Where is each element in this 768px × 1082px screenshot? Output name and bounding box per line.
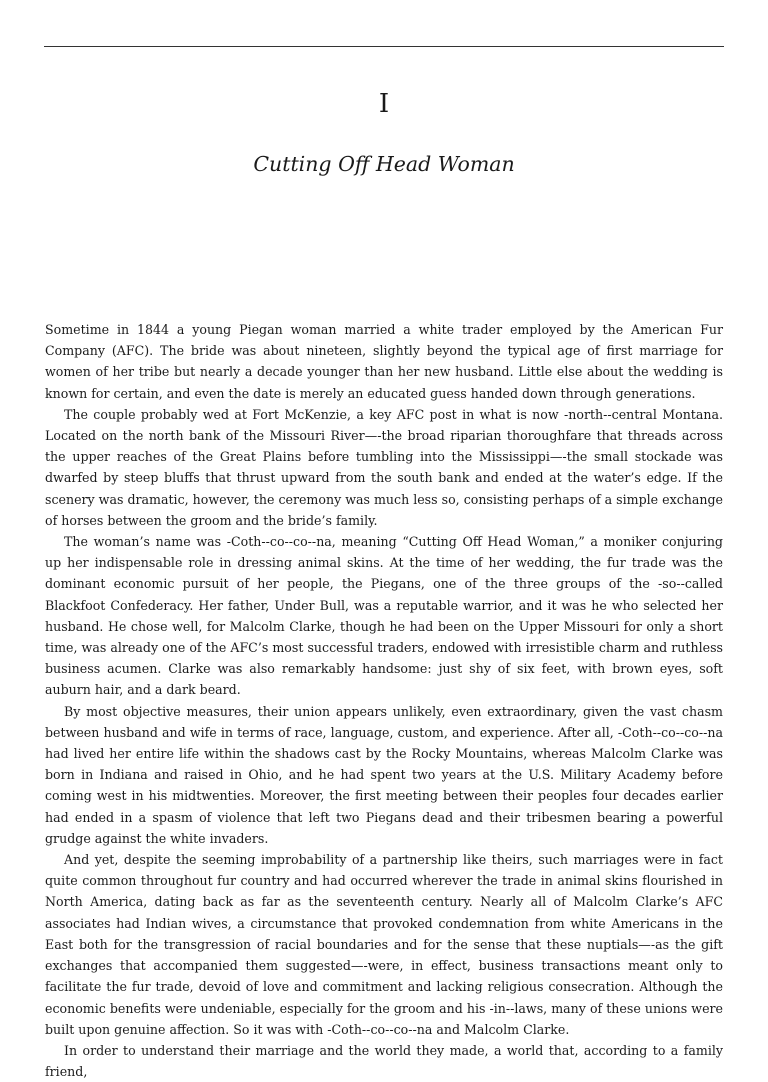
paragraph: The woman’s name was -Coth--co--co--na, meaning “Cutting Off Head Woman,” a moniker conjuring up her indispensable role in dressing animal skins. At the time of her wedding, the fur trade was the dominant economic pursuit of her people, the Piegans, one of the three groups of the -so--called Blackfoot Confederacy. Her father, Under Bull, was a reputable warrior, and it was he who selected her husband. He chose well, for Malcolm Clarke, though he had been on the Upper Missouri for only a short time, was already one of the AFC’s most successful traders, endowed with irresistible charm and ruthless business acumen. Clarke was also remarkably handsome: just shy of six feet, with brown eyes, soft auburn hair, and a dark beard. <box>45 534 723 698</box>
paragraph: Sometime in 1844 a young Piegan woman married a white trader employed by the American Fur Company (AFC). The bride was about nineteen, slightly beyond the typical age of first marriage for women of her tribe but nearly a decade younger than her new husband. Little else about the wedding is known for certain, and even the date is merely an educated guess handed down through generations. <box>45 322 723 401</box>
paragraph: By most objective measures, their union appears unlikely, even extraordinary, given the vast chasm between husband and wife in terms of race, language, custom, and experience. After all, -Coth--co--co--na had lived her entire life within the shadows cast by the Rocky Mountains, whereas Malcolm Clarke was born in Indiana and raised in Ohio, and he had spent two years at the U.S. Military Academy before coming west in his midtwenties. Moreover, the first meeting between their peoples four decades earlier had ended in a spasm of violence that left two Piegans dead and their tribesmen bearing a powerful grudge against the white invaders. <box>45 703 723 846</box>
paragraph: The couple probably wed at Fort McKenzie, a key AFC post in what is now -north--central Montana. Located on the north bank of the Missouri River—-the broad riparian thoroughfare that threads across the upper reaches of the Great Plains before tumbling into the Mississippi—-the small stockade was dwarfed by steep bluffs that thrust upward from the south bank and ended at the water’s edge. If the scenery was dramatic, however, the ceremony was much less so, consisting perhaps of a simple exchange of horses between the groom and the bride’s family. <box>45 406 723 528</box>
paragraph: And yet, despite the seeming improbability of a partnership like theirs, such marriages were in fact quite common throughout fur country and had occurred wherever the trade in animal skins flourished in North America, dating back as far as the seventeenth century. Nearly all of Malcolm Clarke’s AFC associates had Indian wives, a circumstance that provoked condemnation from white Americans in the East both for the transgression of racial boundaries and for the sense that these nuptials—-as the gift exchanges that accompanied them suggested—-were, in effect, business transactions meant only to facilitate the fur trade, devoid of love and commitment and lacking religious consecration. Although the economic benefits were undeniable, especially for the groom and his -in--laws, many of these unions were built upon genuine affection. So it was with -Coth--co--co--na and Malcolm Clarke. <box>45 852 723 1037</box>
body-text <box>45 319 723 1082</box>
top-rule <box>44 46 724 47</box>
paragraph: In order to understand their marriage and the world they made, a world that, according to a family friend, <box>45 1042 723 1080</box>
chapter-title: Cutting Off Head Woman <box>253 152 515 176</box>
chapter-number: I <box>378 89 390 119</box>
